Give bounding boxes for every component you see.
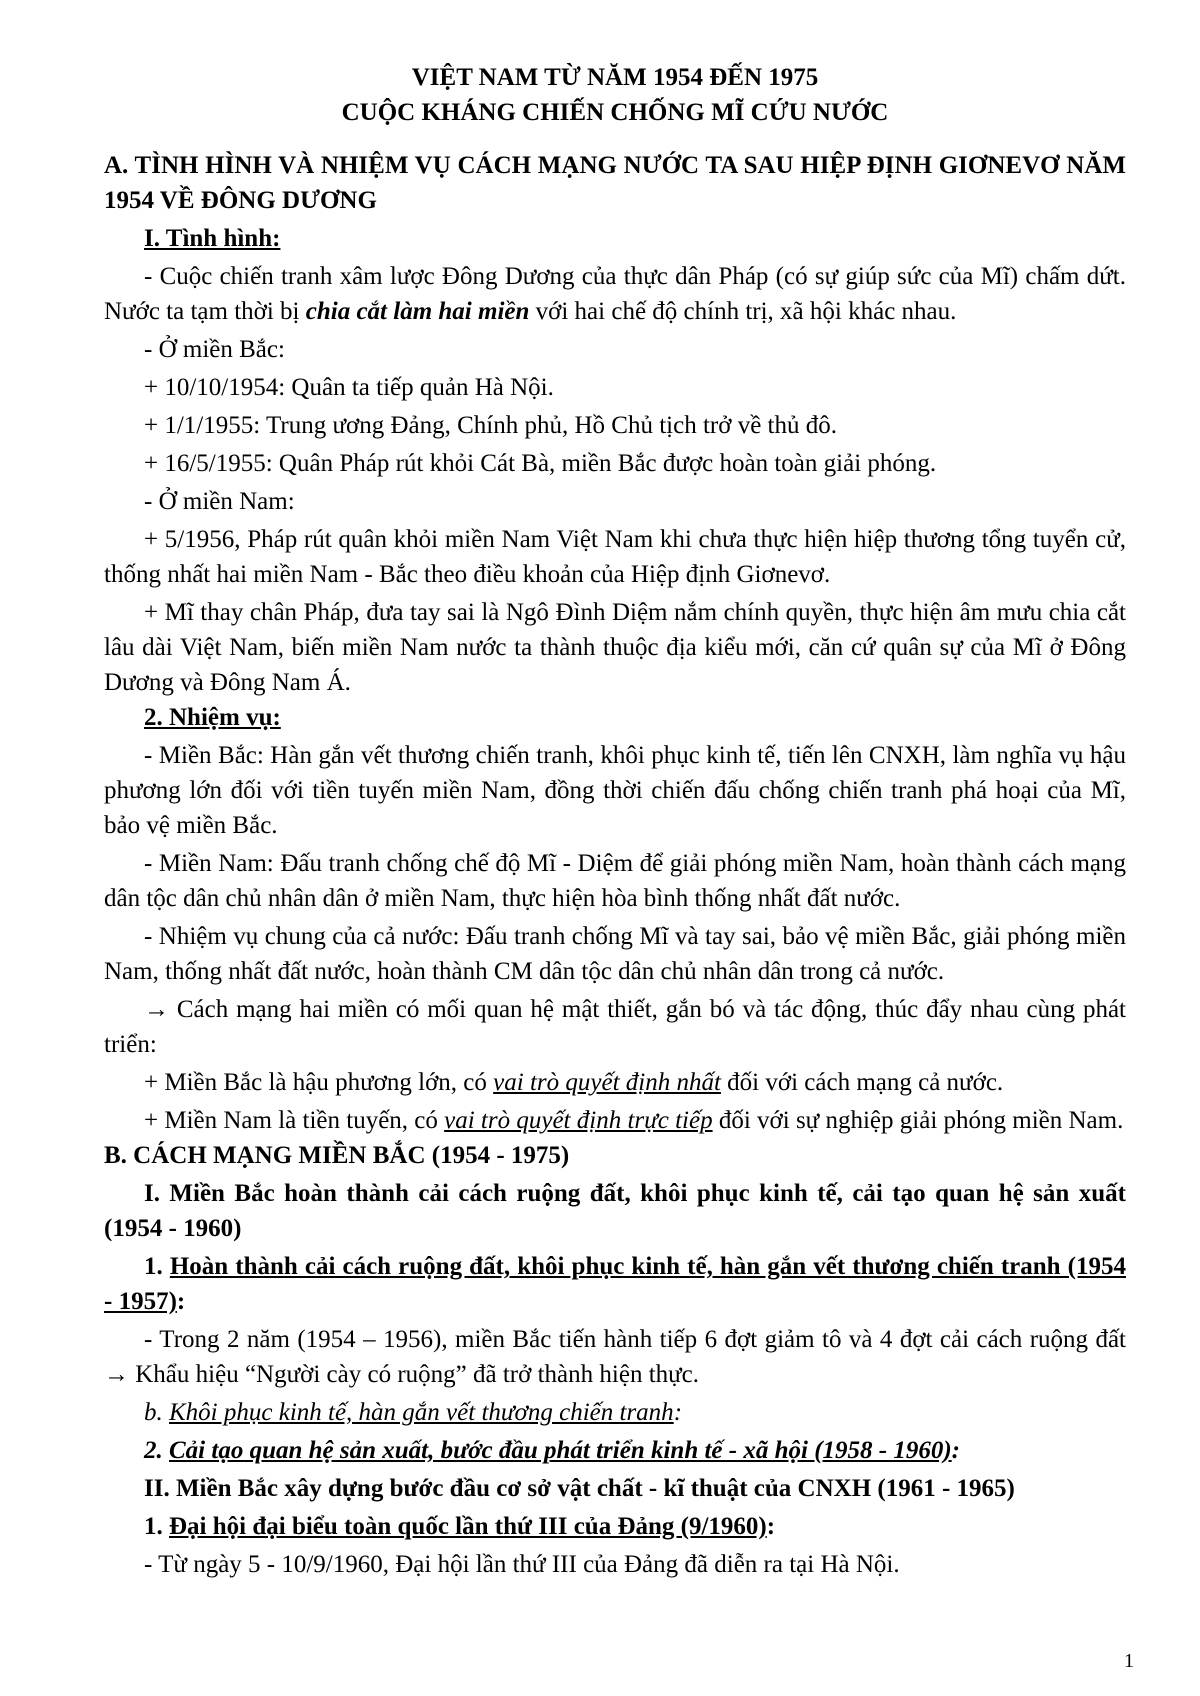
text-run: với hai chế độ chính trị, xã hội khác nhau. xyxy=(529,298,957,325)
paragraph: + 16/5/1955: Quân Pháp rút khỏi Cát Bà, miền Bắc được hoàn toàn giải phóng. xyxy=(144,450,937,477)
paragraph: + 5/1956, Pháp rút quân khỏi miền Nam Việt Nam khi chưa thực hiện hiệp thương tổng tuyển cử, thống nhất hai miền Nam - Bắc theo điều khoản của Hiệp định Giơnevơ. xyxy=(104,526,1126,588)
heading-text: Hoàn thành cải cách ruộng đất, khôi phục kinh tế, hàn gắn vết thương chiến tranh (1954 - 1957) xyxy=(104,1253,1126,1315)
text-run: : xyxy=(951,1437,960,1464)
emphasis-text: vai trò quyết định nhất xyxy=(493,1069,721,1096)
paragraph: - Miền Bắc: Hàn gắn vết thương chiến tranh, khôi phục kinh tế, tiến lên CNXH, làm nghĩa vụ hậu phương lớn đối với tiền tuyến miền Nam, đồng thời chiến đấu chống chiến tranh phá hoại của Mĩ, bảo vệ miền Bắc. xyxy=(104,742,1126,839)
subitem-b-heading xyxy=(104,1395,1126,1430)
paragraph xyxy=(104,1103,1126,1138)
text-run: : xyxy=(176,1288,186,1315)
paragraph: - Miền Nam: Đấu tranh chống chế độ Mĩ - Diệm để giải phóng miền Nam, hoàn thành cách mạng dân tộc dân chủ nhân dân ở miền Nam, thực hiện hòa bình thống nhất đất nước. xyxy=(104,850,1126,912)
text-run: + Miền Nam là tiền tuyến, có xyxy=(144,1107,445,1134)
section-b-sub1-heading: I. Miền Bắc hoàn thành cải cách ruộng đất, khôi phục kinh tế, cải tạo quan hệ sản xuất (1954 - 1960) xyxy=(104,1180,1126,1242)
item-number: b. xyxy=(144,1399,169,1426)
item-number: 1. xyxy=(144,1513,169,1540)
heading-text: Khôi phục kinh tế, hàn gắn vết thương chiến tranh xyxy=(169,1399,674,1426)
section-a-sub1-heading xyxy=(104,221,1126,256)
heading-text: I. Tình hình: xyxy=(144,225,281,252)
section-a-sub2-heading xyxy=(104,700,1126,735)
paragraph: - Từ ngày 5 - 10/9/1960, Đại hội lần thứ III của Đảng đã diễn ra tại Hà Nội. xyxy=(144,1551,900,1578)
paragraph: + 10/10/1954: Quân ta tiếp quản Hà Nội. xyxy=(144,374,554,401)
title-block xyxy=(104,60,1126,130)
item-number: 2. xyxy=(144,1437,169,1464)
document-title-line-1: VIỆT NAM TỪ NĂM 1954 ĐẾN 1975 xyxy=(411,64,819,91)
heading-text: Cải tạo quan hệ sản xuất, bước đầu phát triển kinh tế - xã hội (1958 - 1960) xyxy=(169,1437,952,1464)
section-b-sub2-heading: II. Miền Bắc xây dựng bước đầu cơ sở vật chất - kĩ thuật của CNXH (1961 - 1965) xyxy=(144,1475,1015,1502)
paragraph: + Mĩ thay chân Pháp, đưa tay sai là Ngô Đình Diệm nắm chính quyền, thực hiện âm mưu chia cắt lâu dài Việt Nam, biến miền Nam nước ta thành thuộc địa kiểu mới, căn cứ quân sự của Mĩ ở Đông Dương và Đông Nam Á. xyxy=(104,599,1126,696)
section-b-sub1-item2-heading xyxy=(104,1433,1126,1468)
paragraph: + 1/1/1955: Trung ương Đảng, Chính phủ, Hồ Chủ tịch trở về thủ đô. xyxy=(144,412,837,439)
text-run: : xyxy=(766,1513,776,1540)
item-number: 1. xyxy=(144,1253,170,1280)
emphasis-text: vai trò quyết định trực tiếp xyxy=(444,1107,713,1134)
paragraph xyxy=(104,1065,1126,1100)
emphasis-text: chia cắt làm hai miền xyxy=(305,298,530,325)
paragraph: - Trong 2 năm (1954 – 1956), miền Bắc tiến hành tiếp 6 đợt giảm tô và 4 đợt cải cách ruộng đất → Khẩu hiệu “Người cày có ruộng” đã trở thành hiện thực. xyxy=(104,1326,1126,1388)
paragraph: - Ở miền Nam: xyxy=(144,488,295,515)
heading-text: 2. Nhiệm vụ: xyxy=(144,704,281,731)
paragraph: - Nhiệm vụ chung của cả nước: Đấu tranh chống Mĩ và tay sai, bảo vệ miền Bắc, giải phóng miền Nam, thống nhất đất nước, hoàn thành CM dân tộc dân chủ nhân dân trong cả nước. xyxy=(104,923,1126,985)
section-b-sub2-item1-heading xyxy=(104,1509,1126,1544)
paragraph xyxy=(104,259,1126,329)
document-content xyxy=(104,60,1126,1582)
section-b-heading: B. CÁCH MẠNG MIỀN BẮC (1954 - 1975) xyxy=(104,1142,570,1169)
text-run: : xyxy=(673,1399,683,1426)
paragraph: → Cách mạng hai miền có mối quan hệ mật thiết, gắn bó và tác động, thúc đẩy nhau cùng phát triển: xyxy=(104,996,1126,1058)
text-run: đối với sự nghiệp giải phóng miền Nam. xyxy=(712,1107,1124,1134)
heading-text: Đại hội đại biểu toàn quốc lần thứ III của Đảng (9/1960) xyxy=(169,1513,767,1540)
text-run: + Miền Bắc là hậu phương lớn, có xyxy=(144,1069,494,1096)
text-run: đối với cách mạng cả nước. xyxy=(720,1069,1004,1096)
page-number: 1 xyxy=(1124,1650,1134,1672)
text-run: - Cuộc chiến tranh xâm lược Đông Dương của thực dân Pháp (có sự giúp sức của Mĩ) chấm dứt. Nước ta tạm thời bị xyxy=(104,263,1126,325)
document-title-line-2: CUỘC KHÁNG CHIẾN CHỐNG MĨ CỨU NƯỚC xyxy=(341,99,889,126)
section-b-sub1-item1-heading xyxy=(104,1249,1126,1319)
section-a-heading: A. TÌNH HÌNH VÀ NHIỆM VỤ CÁCH MẠNG NƯỚC TA SAU HIỆP ĐỊNH GIƠNEVƠ NĂM 1954 VỀ ĐÔNG DƯƠNG xyxy=(104,152,1126,214)
paragraph: - Ở miền Bắc: xyxy=(144,336,285,363)
